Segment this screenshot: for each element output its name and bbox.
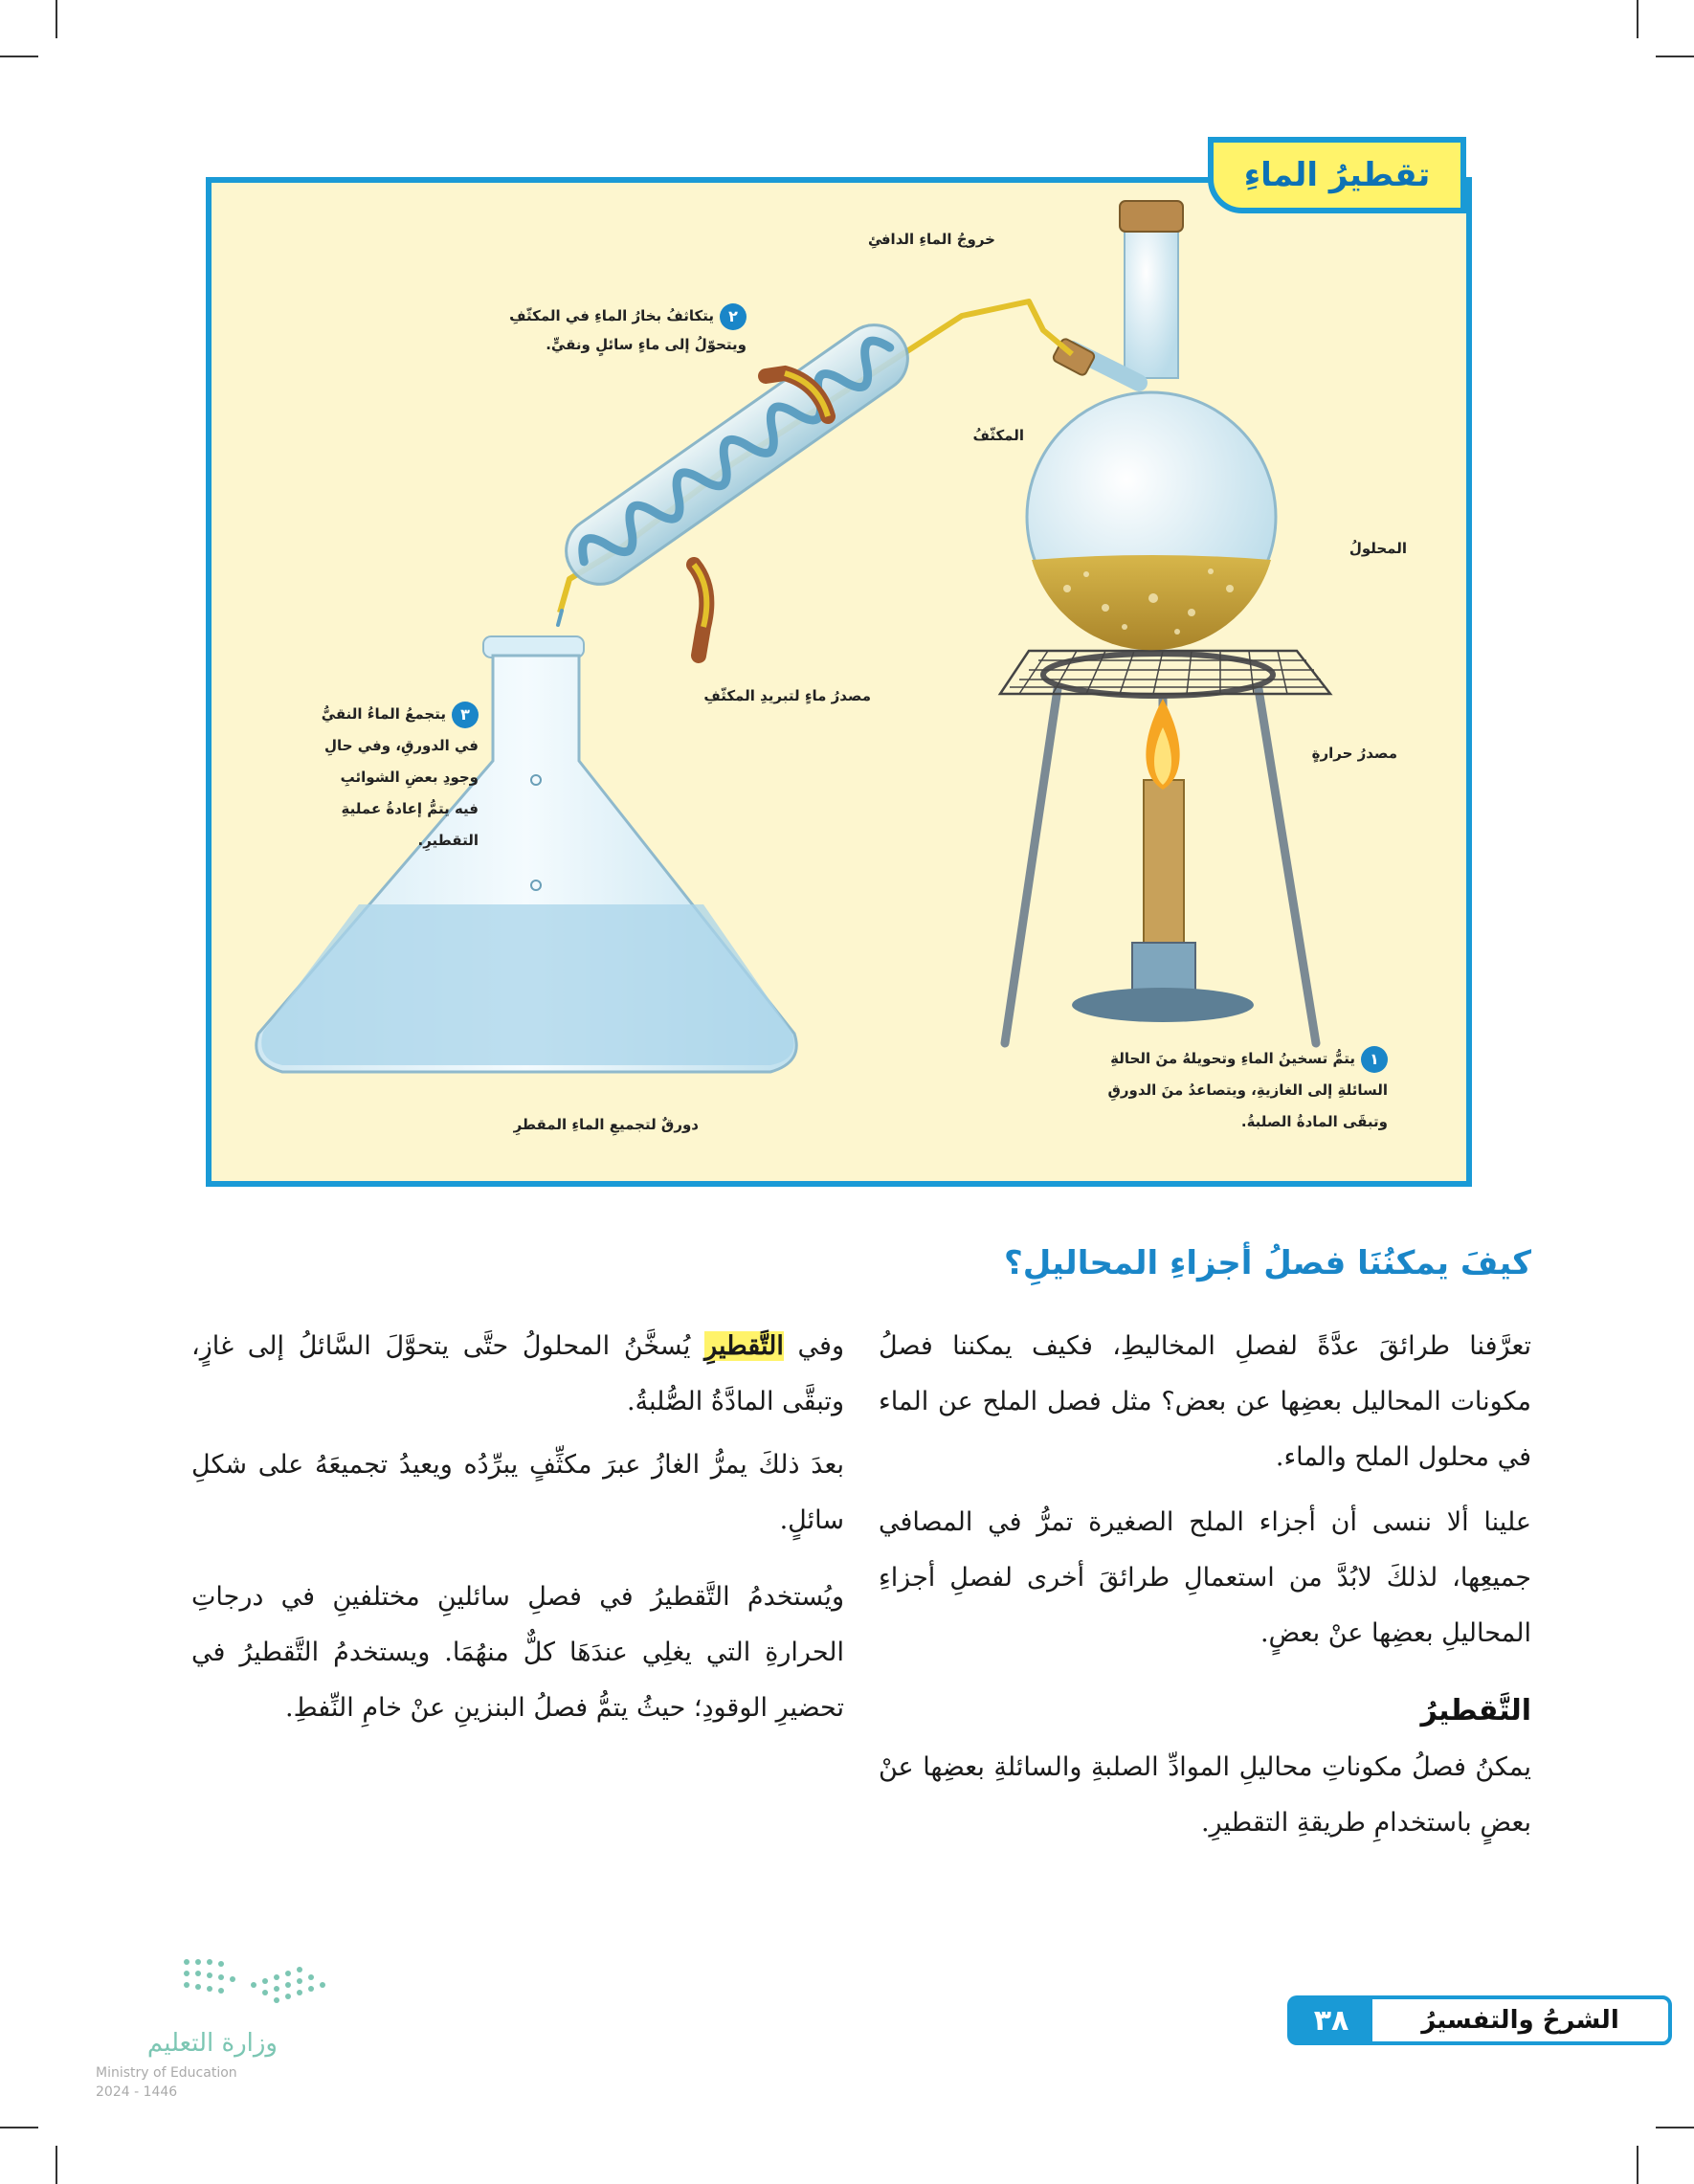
right-column [879, 1319, 1531, 1851]
crop-mark [1637, 0, 1638, 38]
filter-paragraph: علينا ألا ننسى أن أجزاء الملح الصغيرة تمرُّ في المصافي جميعِها، لذلكَ لابُدَّ من استعمالِ طرائقَ أخرى لفصلِ أجزاءِ المحاليلِ بعضِها عنْ بعضٍ. [879, 1507, 1531, 1648]
drip [558, 611, 562, 625]
key-term-distillation: التَّقطيرِ [704, 1331, 784, 1361]
step-2-label: ٢يتكاثفُ بخارُ الماءِ في المكثّفِ ويتحوّلُ إلى ماءٍ سائلٍ ونقيٍّ. [450, 301, 747, 359]
ministry-logo-dots-icon [177, 1952, 426, 2010]
crop-mark [1656, 2127, 1694, 2128]
figure-title: تقطيرُ الماءِ [1243, 156, 1431, 194]
crop-mark [1656, 56, 1694, 57]
label-warm-water-out: خروجُ الماءِ الدافئِ [867, 231, 995, 248]
condenser-paragraph: بعدَ ذلكَ يمرُّ الغازُ عبرَ مكثِّفٍ يبرِّدُه ويعيدُ تجميعَهُ على شكلِ سائلٍ. [191, 1450, 844, 1535]
ministry-name-en: Ministry of Education [96, 2065, 237, 2081]
label-cooling-water-source: مصدرُ ماءٍ لتبريدِ المكثّفِ [703, 687, 871, 704]
label-collecting-flask: دورقٌ لتجميعِ الماءِ المقطرِ [513, 1116, 699, 1133]
footer-section-label: الشرحُ والتفسيرُ [1421, 2006, 1619, 2035]
label-heat-source: مصدرُ حرارةٍ [1311, 745, 1397, 762]
wire-gauze [1000, 651, 1330, 694]
footer-section-label-box [1369, 1995, 1672, 2045]
crop-mark [0, 56, 38, 57]
step-1-label: ١يتمُّ تسخينُ الماءِ وتحويلهُ منَ الحالةِ السائلةِ إلى الغازيةِ، ويتصاعدُ منَ الدورقِ وتبقَى المادةُ الصلبةُ. [1024, 1043, 1388, 1138]
ministry-name-ar: وزارة التعليم [146, 2029, 278, 2058]
label-condenser: المكثّفُ [972, 427, 1024, 444]
distillation-subheading: التَّقطيرُ [1420, 1694, 1531, 1727]
page-number: ٣٨ [1287, 1995, 1375, 2045]
crop-mark [0, 2127, 38, 2128]
uses-paragraph: ويُستخدمُ التَّقطيرُ في فصلِ سائلينِ مختلفينِ في درجاتِ الحرارةِ التي يغلِي عندَهَا كلٌّ منهُمَا. ويستخدمُ التَّقطيرُ في تحضيرِ الوقودِ؛ حيثُ يتمُّ فصلُ البنزينِ عنْ خامِ النِّفطِ. [191, 1582, 844, 1723]
label-solution: المحلولُ [1349, 540, 1407, 557]
bunsen-burner [1072, 699, 1254, 1022]
step-number-badge: ١ [1361, 1046, 1388, 1073]
figure-title-tab [1208, 137, 1466, 213]
crop-mark [56, 2146, 57, 2184]
step-number-badge: ٢ [720, 303, 747, 330]
distillation-paragraph: يمكنُ فصلُ مكوناتِ محاليلِ الموادِّ الصلبةِ والسائلةِ بعضِها عنْ بعضٍ باستخدامِ طريقةِ التقطيرِ. [879, 1752, 1531, 1838]
left-column [191, 1319, 844, 1736]
ministry-logo [96, 1952, 287, 2134]
step-number-badge: ٣ [452, 702, 479, 728]
intro-paragraph: تعرَّفنا طرائقَ عدَّةً لفصلِ المخاليطِ، فكيف يمكننا فصلُ مكونات المحاليل بعضِها عن بعض؟ مثل فصل الملح عن الماء في محلول الملح والماء. [879, 1331, 1531, 1472]
crop-mark [56, 0, 57, 38]
round-bottom-flask [1027, 201, 1276, 650]
step-3-label: ٣يتجمعُ الماءُ النقيُّ في الدورقِ، وفي حالِ وجودِ بعضِ الشوائبِ فيه يتمُّ إعادةُ عمليةِ التقطيرِ. [258, 699, 479, 857]
crop-mark [1637, 2146, 1638, 2184]
ministry-year: 2024 - 1446 [96, 2084, 178, 2100]
section-heading: كيفَ يمكنُنَا فصلُ أجزاءِ المحاليلِ؟ [1003, 1244, 1531, 1282]
distillation-process-paragraph: وفي التَّقطيرِ يُسخَّنُ المحلولُ حتَّى يتحوَّلَ السَّائلُ إلى غازٍ، وتبقَّى المادَّةُ الصُّلبةُ. [191, 1331, 844, 1416]
